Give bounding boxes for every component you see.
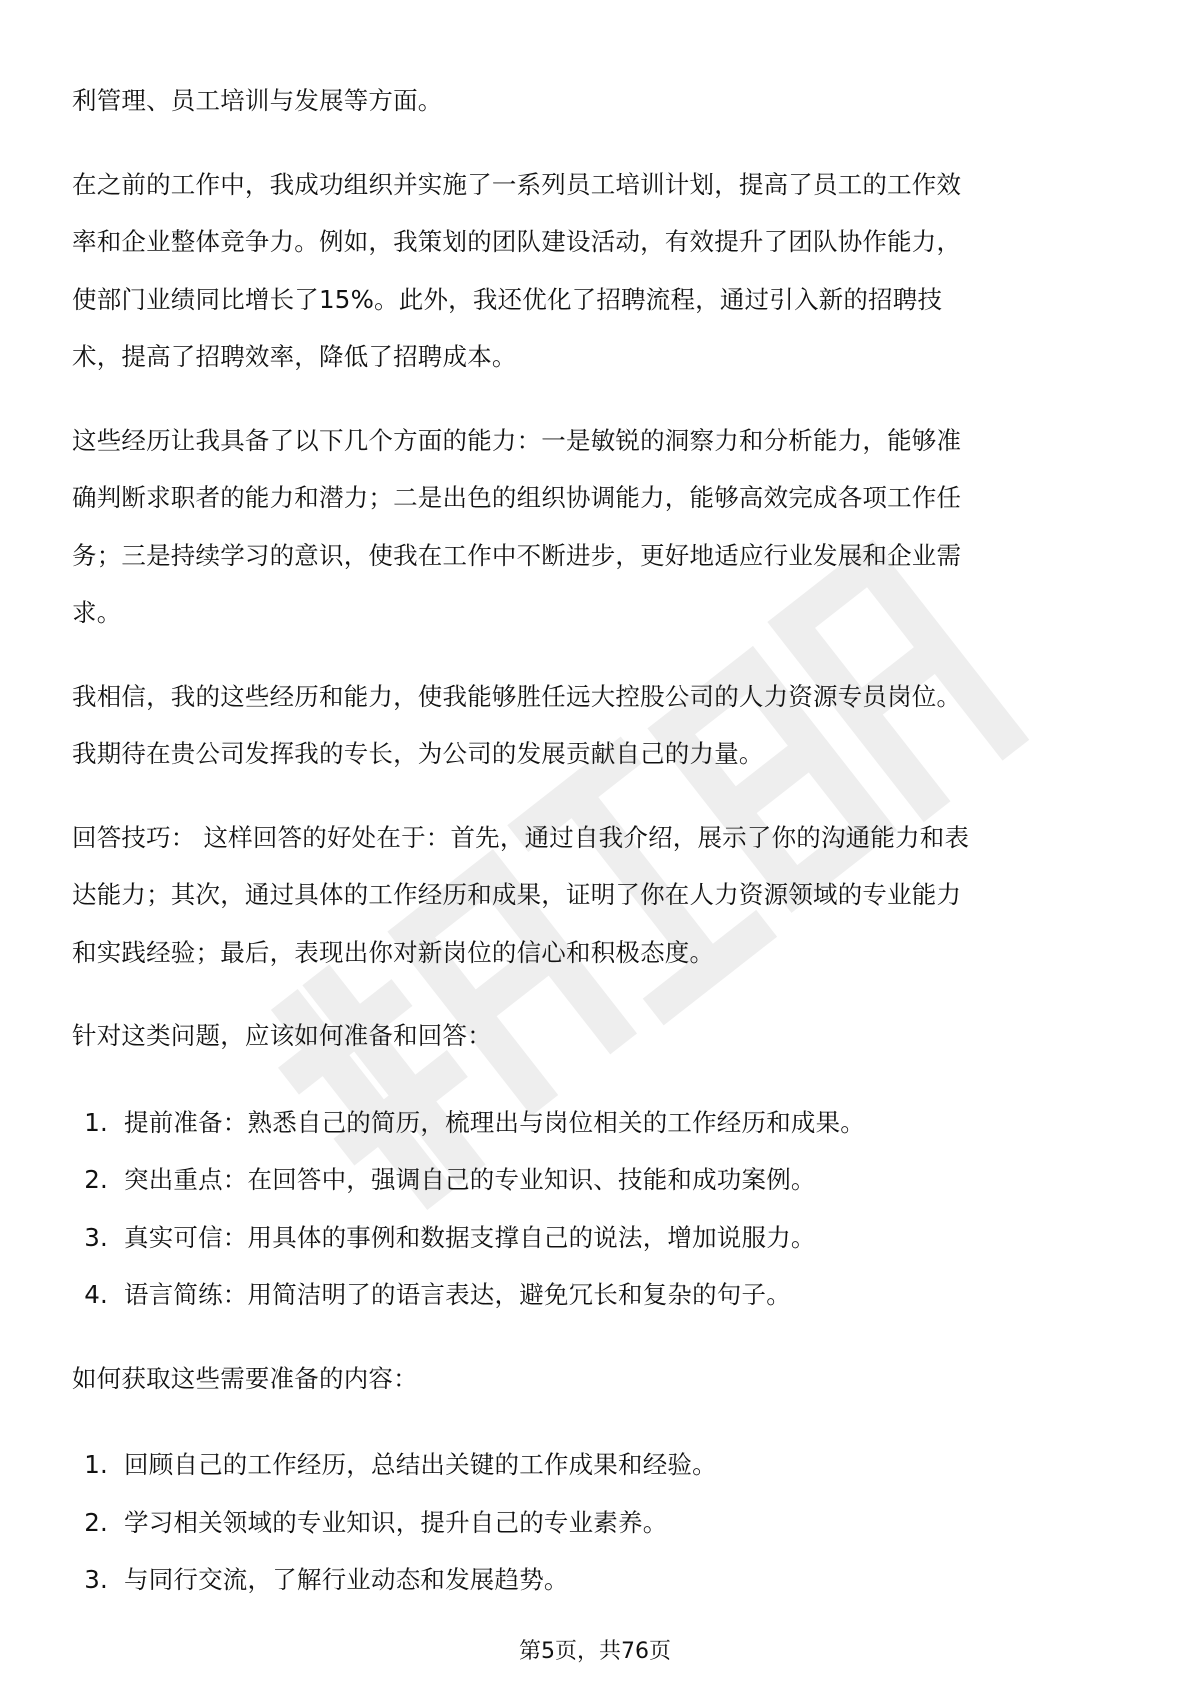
list-item bbox=[72, 1151, 1120, 1209]
text-line: 我期待在贵公司发挥我的专长，为公司的发展贡献自己的力量。 bbox=[72, 739, 764, 768]
list-item bbox=[72, 1266, 1120, 1324]
paragraph-continued: 利管理、员工培训与发展等方面。 bbox=[72, 86, 443, 115]
paragraph-abilities bbox=[72, 412, 1120, 642]
page-footer bbox=[0, 1634, 1190, 1665]
list-number: 4. bbox=[84, 1280, 108, 1309]
text-line: 达能力；其次，通过具体的工作经历和成果，证明了你在人力资源领域的专业能力 bbox=[72, 880, 962, 909]
list-item bbox=[72, 1551, 1120, 1609]
list-item-text: 学习相关领域的专业知识，提升自己的专业素养。 bbox=[124, 1507, 668, 1537]
text-line: 术，提高了招聘效率，降低了招聘成本。 bbox=[72, 342, 517, 371]
text-line: 务；三是持续学习的意识，使我在工作中不断进步，更好地适应行业发展和企业需 bbox=[72, 540, 962, 570]
list-number: 1. bbox=[84, 1450, 108, 1479]
text-line: 和实践经验；最后，表现出你对新岗位的信心和积极态度。 bbox=[72, 937, 715, 967]
text-line: 确判断求职者的能力和潜力；二是出色的组织协调能力，能够高效完成各项工作任 bbox=[72, 483, 962, 512]
paragraph-confidence bbox=[72, 668, 1120, 783]
obtain-steps-list bbox=[72, 1436, 1120, 1609]
list-number: 3. bbox=[84, 1565, 108, 1594]
text-line: 求。 bbox=[72, 598, 122, 627]
paragraph-answer-tips bbox=[72, 809, 1120, 982]
document-body bbox=[72, 72, 1120, 1609]
section-heading-prepare: 针对这类问题，应该如何准备和回答： bbox=[72, 1021, 492, 1050]
list-number: 3. bbox=[84, 1222, 108, 1252]
text-line: 在之前的工作中，我成功组织并实施了一系列员工培训计划，提高了员工的工作效 bbox=[72, 169, 962, 199]
text-line: 使部门业绩同比增长了15%。此外，我还优化了招聘流程，通过引入新的招聘技 bbox=[72, 284, 943, 314]
section-heading-obtain: 如何获取这些需要准备的内容： bbox=[72, 1363, 418, 1393]
text-line: 回答技巧： 这样回答的好处在于：首先，通过自我介绍，展示了你的沟通能力和表 bbox=[72, 822, 970, 852]
page-number: 第5页，共76页 bbox=[519, 1639, 671, 1664]
list-item-text: 语言简练：用简洁明了的语言表达，避免冗长和复杂的句子。 bbox=[124, 1280, 791, 1309]
list-item-text: 提前准备：熟悉自己的简历，梳理出与岗位相关的工作经历和成果。 bbox=[124, 1107, 865, 1137]
list-number: 1. bbox=[84, 1107, 108, 1137]
list-item-text: 回顾自己的工作经历，总结出关键的工作成果和经验。 bbox=[124, 1450, 717, 1479]
list-item bbox=[72, 1094, 1120, 1152]
text-line: 我相信，我的这些经历和能力，使我能够胜任远大控股公司的人力资源专员岗位。 bbox=[72, 681, 962, 711]
text-line: 率和企业整体竞争力。例如，我策划的团队建设活动，有效提升了团队协作能力， bbox=[72, 227, 962, 256]
list-item bbox=[72, 1209, 1120, 1267]
list-item-text: 突出重点：在回答中，强调自己的专业知识、技能和成功案例。 bbox=[124, 1165, 816, 1194]
list-item bbox=[72, 1494, 1120, 1552]
paragraph-work-experience bbox=[72, 156, 1120, 386]
prepare-steps-list bbox=[72, 1094, 1120, 1324]
text-line: 这些经历让我具备了以下几个方面的能力：一是敏锐的洞察力和分析能力，能够准 bbox=[72, 425, 962, 455]
list-item bbox=[72, 1436, 1120, 1494]
list-item-text: 与同行交流，了解行业动态和发展趋势。 bbox=[124, 1565, 569, 1594]
list-item-text: 真实可信：用具体的事例和数据支撑自己的说法，增加说服力。 bbox=[124, 1222, 816, 1252]
list-number: 2. bbox=[84, 1165, 108, 1194]
list-number: 2. bbox=[84, 1507, 108, 1537]
